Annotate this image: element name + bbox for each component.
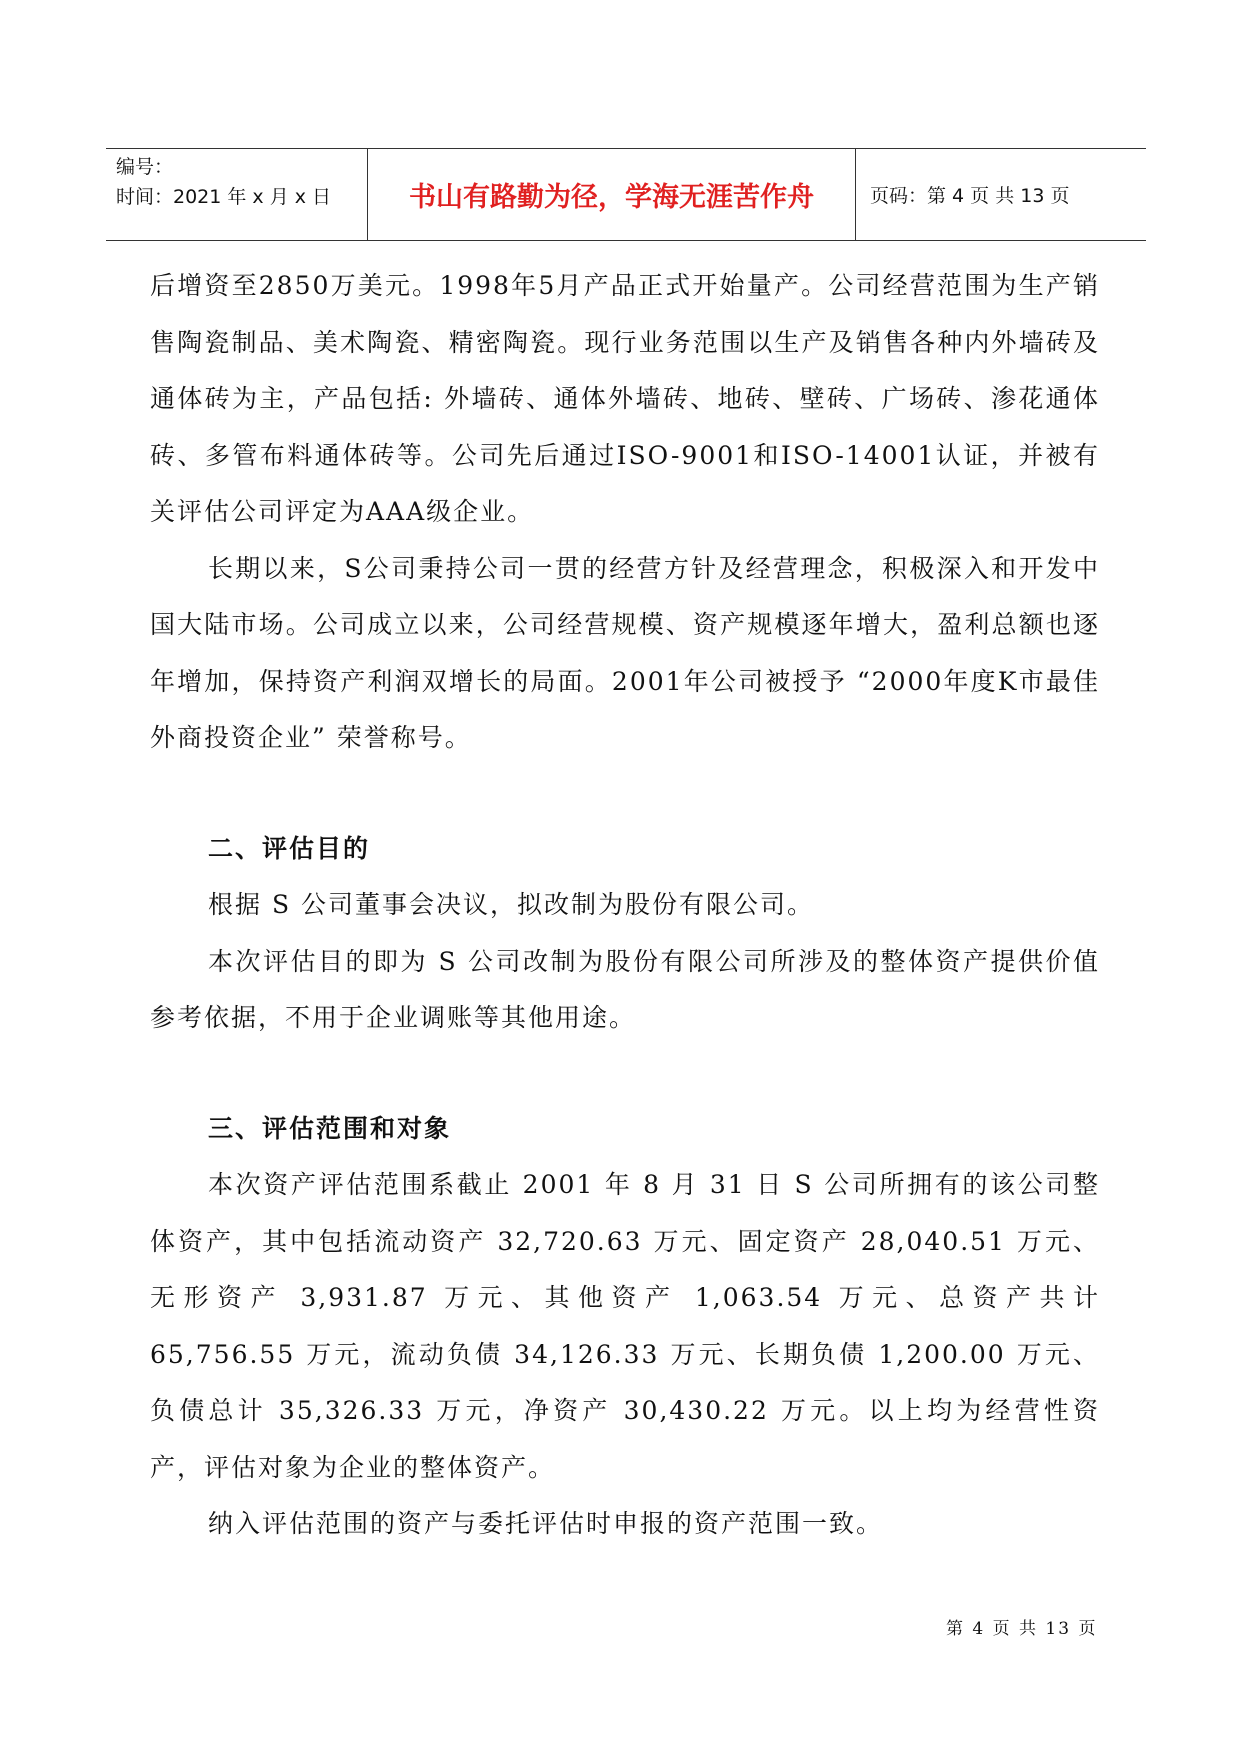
section-heading-purpose: 二、评估目的 [208,833,371,863]
header-page-number: 页码：第 4 页 共 13 页 [870,185,1070,207]
page-header [106,148,1146,241]
paragraph-scope-consistency: 纳入评估范围的资产与委托评估时申报的资产范围一致。 [208,1509,884,1538]
paragraph-scope-assets: 本次资产评估范围系截止 2001 年 8 月 31 日 S 公司所拥有的该公司整体资产，其中包括流动资产 32,720.63 万元、固定资产 28,040.51 万元、无形资产 3,931.87 万元、其他资产 1,063.54 万元、总资产共计 65,756.55 万元，流动负债 34,126.33 万元、长期负债 1,200.00 万元、负债总计 35,326.33 万元，净资产 30,430.22 万元。以上均为经营性资产，评估对象为企业的整体资产。 [150,1170,1100,1482]
header-meta [106,149,368,240]
header-motto: 书山有路勤为径，学海无涯苦作舟 [368,149,856,240]
document-number-label: 编号： [116,156,174,178]
section-heading-scope: 三、评估范围和对象 [208,1113,452,1143]
paragraph-purpose: 本次评估目的即为 S 公司改制为股份有限公司所涉及的整体资产提供价值参考依据，不用于企业调账等其他用途。 [150,946,1100,1032]
page-footer: 第 4 页 共 13 页 [946,1619,1098,1639]
paragraph-board-resolution: 根据 S 公司董事会决议，拟改制为股份有限公司。 [208,890,815,919]
paragraph-company-history: 长期以来，S公司秉持公司一贯的经营方针及经营理念，积极深入和开发中国大陆市场。公司成立以来，公司经营规模、资产规模逐年增大，盈利总额也逐年增加，保持资产利润双增长的局面。2001年公司被授予 “2000年度K市最佳外商投资企业” 荣誉称号。 [150,553,1100,752]
paragraph-company-intro: 后增资至2850万美元。1998年5月产品正式开始量产。公司经营范围为生产销售陶瓷制品、美术陶瓷、精密陶瓷。现行业务范围以生产及销售各种内外墙砖及通体砖为主，产品包括: 外墙砖、通体外墙砖、地砖、壁砖、广场砖、渗花通体砖、多管布料通体砖等。公司先后通过ISO-9001和ISO-14001认证，并被有关评估公司评定为AAA级企业。 [150,271,1100,526]
document-body [150,258,1100,1553]
document-time-label: 时间：2021 年 x 月 x 日 [116,186,332,208]
